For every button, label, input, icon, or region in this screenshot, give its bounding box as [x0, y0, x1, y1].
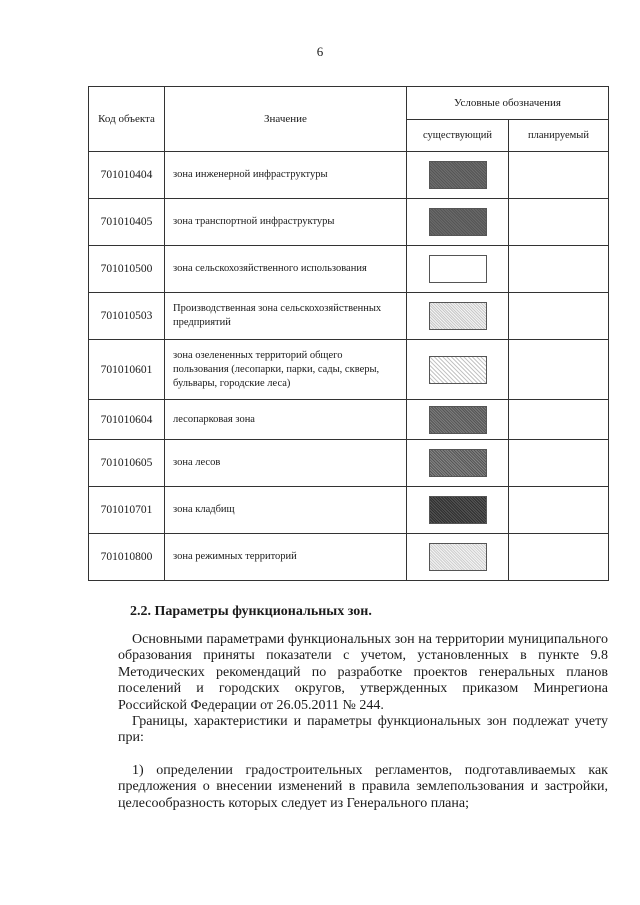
- restricted-territories-swatch: [429, 543, 487, 571]
- paragraph-list-item-1: 1) определении градостроительных регламентов, подготавливаемых как предложения о внесении изменений в правила землепользования и застройки, целесообразность которых следует из Генерального плана;: [118, 763, 608, 811]
- zone-description: зона озелененных территорий общего пользования (лесопарки, парки, сады, скверы, бульвары, городские леса): [165, 340, 407, 400]
- object-code: 701010405: [89, 199, 165, 246]
- existing-symbol-cell: [407, 534, 509, 581]
- zone-description: зона инженерной инфраструктуры: [165, 152, 407, 199]
- existing-symbol-cell: [407, 246, 509, 293]
- zone-description: зона кладбищ: [165, 487, 407, 534]
- existing-symbol-cell: [407, 199, 509, 246]
- legend-row: [89, 152, 609, 199]
- forests-swatch: [429, 449, 487, 477]
- legend-row: [89, 534, 609, 581]
- header-symbols: Условные обозначения: [407, 87, 609, 120]
- existing-symbol-cell: [407, 152, 509, 199]
- page-number: 6: [316, 44, 324, 59]
- zone-description: Производственная зона сельскохозяйственных предприятий: [165, 293, 407, 340]
- zone-description: зона транспортной инфраструктуры: [165, 199, 407, 246]
- object-code: 701010601: [89, 340, 165, 400]
- header-code: Код объекта: [89, 87, 165, 152]
- zone-description: зона лесов: [165, 440, 407, 487]
- object-code: 701010404: [89, 152, 165, 199]
- existing-symbol-cell: [407, 400, 509, 440]
- object-code: 701010604: [89, 400, 165, 440]
- legend-row: [89, 340, 609, 400]
- agricultural-production-swatch: [429, 302, 487, 330]
- legend-row: [89, 199, 609, 246]
- planned-symbol-cell: [509, 152, 609, 199]
- zone-description: зона сельскохозяйственного использования: [165, 246, 407, 293]
- planned-symbol-cell: [509, 440, 609, 487]
- zone-description: зона режимных территорий: [165, 534, 407, 581]
- cemeteries-swatch: [429, 496, 487, 524]
- object-code: 701010605: [89, 440, 165, 487]
- legend-row: [89, 440, 609, 487]
- planned-symbol-cell: [509, 487, 609, 534]
- engineering-infrastructure-swatch: [429, 161, 487, 189]
- section-heading: 2.2. Параметры функциональных зон.: [130, 604, 372, 619]
- legend-table: [88, 86, 609, 581]
- legend-body: [89, 152, 609, 581]
- forest-park-swatch: [429, 406, 487, 434]
- existing-symbol-cell: [407, 440, 509, 487]
- object-code: 701010800: [89, 534, 165, 581]
- green-areas-swatch: [429, 356, 487, 384]
- planned-symbol-cell: [509, 400, 609, 440]
- legend-row: [89, 246, 609, 293]
- object-code: 701010500: [89, 246, 165, 293]
- planned-symbol-cell: [509, 246, 609, 293]
- paragraph-boundaries: Границы, характеристики и параметры функциональных зон подлежат учету при:: [118, 714, 608, 746]
- agricultural-use-swatch: [429, 255, 487, 283]
- legend-row: [89, 487, 609, 534]
- object-code: 701010503: [89, 293, 165, 340]
- paragraph-parameters: Основными параметрами функциональных зон на территории муниципального образования приняты показатели с учетом, установленных в пункте 9.8 Методических рекомендаций по разработке проектов генеральных планов поселений и городских округов, утвержденных приказом Минрегиона Российской Федерации от 26.05.2011 № 244.: [118, 632, 608, 713]
- zone-description: лесопарковая зона: [165, 400, 407, 440]
- existing-symbol-cell: [407, 340, 509, 400]
- object-code: 701010701: [89, 487, 165, 534]
- header-meaning: Значение: [165, 87, 407, 152]
- existing-symbol-cell: [407, 293, 509, 340]
- legend-row: [89, 400, 609, 440]
- planned-symbol-cell: [509, 293, 609, 340]
- planned-symbol-cell: [509, 199, 609, 246]
- transport-infrastructure-swatch: [429, 208, 487, 236]
- planned-symbol-cell: [509, 340, 609, 400]
- header-planned: планируемый: [509, 120, 609, 152]
- existing-symbol-cell: [407, 487, 509, 534]
- legend-row: [89, 293, 609, 340]
- header-existing: существующий: [407, 120, 509, 152]
- planned-symbol-cell: [509, 534, 609, 581]
